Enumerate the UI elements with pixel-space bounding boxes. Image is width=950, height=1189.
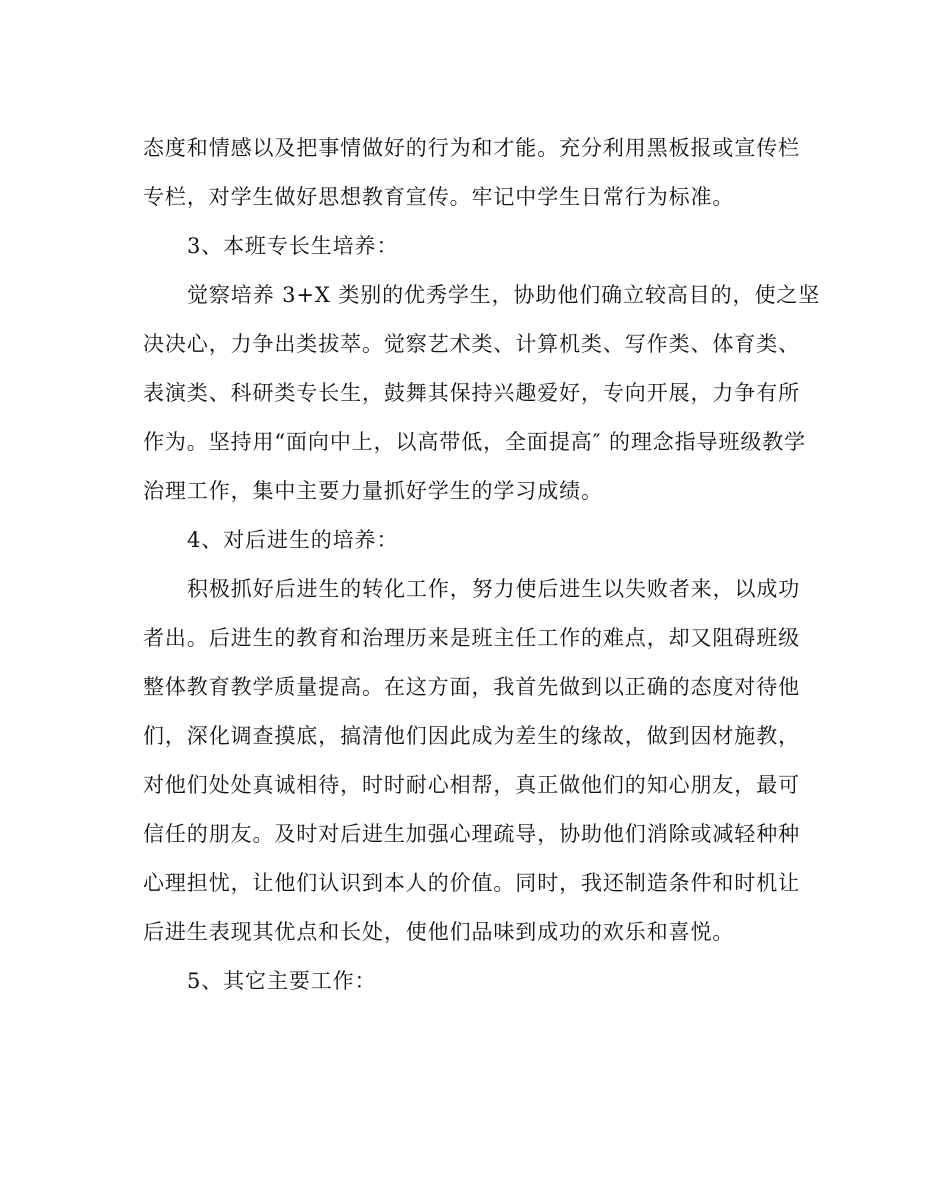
text-line-6: 表演类、科研类专长生，鼓舞其保持兴趣爱好，专向开展，力争有所 [143, 381, 800, 405]
text-line-16: 心理担忧，让他们认识到本人的价值。同时，我还制造条件和时机让 [143, 871, 800, 895]
text-line-5: 决决心，力争出类拔萃。觉察艺术类、计算机类、写作类、体育类、 [143, 332, 800, 356]
section-heading-4: 4、对后进生的培养： [187, 528, 399, 552]
text-line-14: 对他们处处真诚相待，时时耐心相帮，真正做他们的知心朋友，最可 [143, 773, 800, 797]
text-line-11: 者出。后进生的教育和治理历来是班主任工作的难点，却又阻碍班级 [143, 626, 800, 650]
body-text [143, 124, 833, 1006]
text-line-1: 态度和情感以及把事情做好的行为和才能。充分利用黑板报或宣传栏 [143, 136, 800, 160]
text-line-10: 积极抓好后进生的转化工作，努力使后进生以失败者来，以成功 [187, 577, 801, 601]
text-line-13: 们，深化调查摸底，搞清他们因此成为差生的缘故，做到因材施教， [143, 724, 800, 748]
text-line-2: 专栏，对学生做好思想教育宣传。牢记中学生日常行为标准。 [143, 185, 735, 209]
text-line-15: 信任的朋友。及时对后进生加强心理疏导，协助他们消除或减轻种种 [143, 822, 800, 846]
text-line-7: 作为。坚持用“面向中上，以高带低，全面提高″ 的理念指导班级教学 [143, 430, 807, 454]
text-line-4: 觉察培养 3+X 类别的优秀学生，协助他们确立较高目的，使之坚 [187, 283, 821, 307]
text-line-12: 整体教育教学质量提高。在这方面，我首先做到以正确的态度对待他 [143, 675, 800, 699]
section-heading-5: 5、其它主要工作： [187, 969, 377, 993]
section-heading-3: 3、本班专长生培养： [187, 234, 399, 258]
text-line-17: 后进生表现其优点和长处，使他们品味到成功的欢乐和喜悦。 [143, 920, 735, 944]
text-line-8: 治理工作，集中主要力量抓好学生的学习成绩。 [143, 479, 603, 503]
